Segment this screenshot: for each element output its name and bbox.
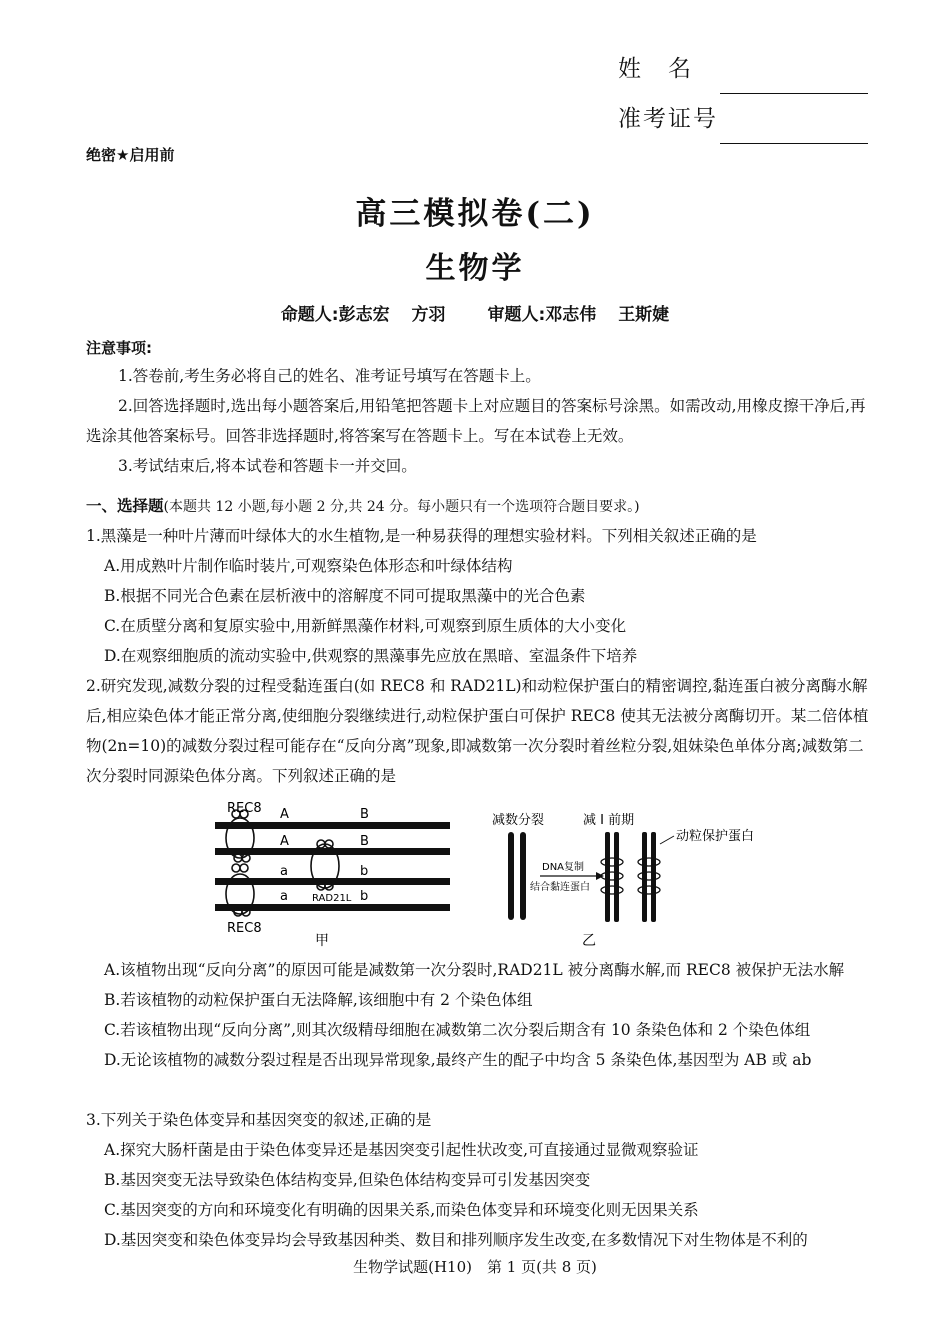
figure-jia — [215, 801, 450, 949]
option-d[interactable]: D.基因突变和染色体变异均会导致基因种类、数目和排列顺序发生改变,在多数情况下对生物体是不利的 — [104, 1231, 808, 1249]
setter-2: 方羽 — [411, 305, 446, 325]
setter-label: 命题人: — [280, 305, 339, 325]
chromatid-yi-4 — [651, 832, 656, 922]
label-B1: B — [360, 807, 369, 822]
label-rec8-bottom: REC8 — [227, 921, 262, 936]
option-a[interactable]: A.探究大肠杆菌是由于染色体变异还是基因突变引起性状改变,可直接通过显微观察验证 — [104, 1141, 699, 1159]
chromatid-yi-2 — [614, 832, 619, 922]
page-footer: 生物学试题(H10) 第 1 页(共 8 页) — [353, 1258, 597, 1276]
option-a[interactable]: A.用成熟叶片制作临时装片,可观察染色体形态和叶绿体结构 — [104, 557, 513, 575]
chromosome-single-2 — [520, 832, 526, 920]
notice-item-3: 3.考试结束后,将本试卷和答题卡一并交回。 — [118, 457, 417, 475]
label-prophase: 减 I 前期 — [583, 813, 635, 828]
setter-1: 彭志宏 — [338, 305, 390, 325]
protect-pointer — [660, 836, 674, 844]
label-B2: B — [360, 834, 369, 849]
reviewer-label: 审题人: — [487, 305, 546, 325]
option-c[interactable]: C.基因突变的方向和环境变化有明确的因果关系,而染色体变异和环境变化则无因果关系 — [104, 1201, 699, 1219]
label-meiosis: 减数分裂 — [492, 813, 545, 828]
option-c[interactable]: C.若该植物出现“反向分离”,则其次级精母细胞在减数第二次分裂后期含有 10 条染色体和 2 个染色体组 — [104, 1021, 811, 1039]
label-A2: A — [280, 834, 289, 849]
label-dna: DNA复制 — [542, 862, 585, 873]
section-heading — [86, 491, 870, 522]
label-rad21l: RAD21L — [312, 893, 352, 904]
meiosis-figure — [200, 800, 780, 950]
name-row — [618, 44, 868, 94]
label-a1: a — [280, 864, 288, 879]
name-label: 姓 名 — [618, 56, 693, 82]
question-3 — [86, 1105, 870, 1255]
caption-yi: 乙 — [582, 933, 596, 949]
exam-id-blank[interactable] — [720, 113, 868, 144]
reviewers — [487, 305, 596, 325]
secret-label: 绝密★启用前 — [86, 146, 175, 164]
reviewer-2: 王斯婕 — [618, 305, 670, 325]
section-note: (本题共 12 小题,每小题 2 分,共 24 分。每小题只有一个选项符合题目要求。) — [163, 499, 640, 515]
name-blank[interactable] — [720, 63, 868, 94]
exam-id-label: 准考证号 — [618, 106, 718, 132]
chromatid-yi-3 — [642, 832, 647, 922]
section-title: 一、选择题 — [86, 496, 164, 515]
question-2-stem: 2.研究发现,减数分裂的过程受黏连蛋白(如 REC8 和 RAD21L)和动粒保护蛋白的精密调控,黏连蛋白被分离酶水解后,相应染色体才能正常分离,使细胞分裂继续进行,动粒保护蛋白可保护 REC8 使其无法被分离酶切开。某二倍体植物(2n=10)的减数分裂过程可能存在“反向分离”现象,即减数第一次分裂时着丝粒分裂,姐妹染色单体分离;减数第二次分裂时同源染色体分离。下列叙述正确的是 — [86, 677, 869, 785]
authors-line — [0, 300, 950, 325]
notice-item-1: 1.答卷前,考生务必将自己的姓名、准考证号填写在答题卡上。 — [118, 367, 541, 385]
option-b[interactable]: B.根据不同光合色素在层析液中的溶解度不同可提取黑藻中的光合色素 — [104, 587, 586, 605]
label-b2: b — [360, 889, 369, 904]
notice-item-2: 2.回答选择题时,选出每小题答案后,用铅笔把答题卡上对应题目的答案标号涂黑。如需改动,用橡皮擦干净后,再选涂其他答案标号。回答非选择题时,将答案写在答题卡上。写在本试卷上无效。 — [86, 397, 866, 445]
setters — [281, 305, 390, 325]
label-a2: a — [280, 889, 288, 904]
question-1 — [86, 521, 870, 671]
option-b[interactable]: B.若该植物的动粒保护蛋白无法降解,该细胞中有 2 个染色体组 — [104, 991, 533, 1009]
option-a[interactable]: A.该植物出现“反向分离”的原因可能是减数第一次分裂时,RAD21L 被分离酶水解,而 REC8 被保护无法水解 — [104, 961, 845, 979]
exam-title: 高三模拟卷(二) — [355, 196, 595, 232]
label-bind: 结合黏连蛋白 — [530, 882, 590, 893]
option-b[interactable]: B.基因突变无法导致染色体结构变异,但染色体结构变异可引发基因突变 — [104, 1171, 591, 1189]
caption-jia: 甲 — [315, 933, 329, 949]
notice-list — [86, 361, 870, 481]
option-d[interactable]: D.无论该植物的减数分裂过程是否出现异常现象,最终产生的配子中均含 5 条染色体,基因型为 AB 或 ab — [104, 1051, 812, 1069]
chromosome-single-1 — [508, 832, 514, 920]
question-stem: 1.黑藻是一种叶片薄而叶绿体大的水生植物,是一种易获得的理想实验材料。下列相关叙述正确的是 — [86, 527, 757, 545]
label-protect: 动粒保护蛋白 — [676, 829, 755, 844]
notice-heading: 注意事项: — [86, 339, 152, 357]
subject-title: 生物学 — [425, 251, 525, 286]
figure-yi — [492, 812, 754, 949]
option-d[interactable]: D.在观察细胞质的流动实验中,供观察的黑藻事先应放在黑暗、室温条件下培养 — [104, 647, 638, 665]
exam-id-row — [618, 94, 868, 144]
label-b1: b — [360, 864, 369, 879]
option-c[interactable]: C.在质壁分离和复原实验中,用新鲜黑藻作材料,可观察到原生质体的大小变化 — [104, 617, 627, 635]
reviewer-1: 邓志伟 — [545, 305, 597, 325]
question-2-options — [86, 955, 870, 1075]
label-rec8-top: REC8 — [227, 801, 262, 816]
candidate-info — [618, 44, 868, 144]
label-A1: A — [280, 807, 289, 822]
question-stem: 3.下列关于染色体变异和基因突变的叙述,正确的是 — [86, 1111, 432, 1129]
chromatid-yi-1 — [605, 832, 610, 922]
